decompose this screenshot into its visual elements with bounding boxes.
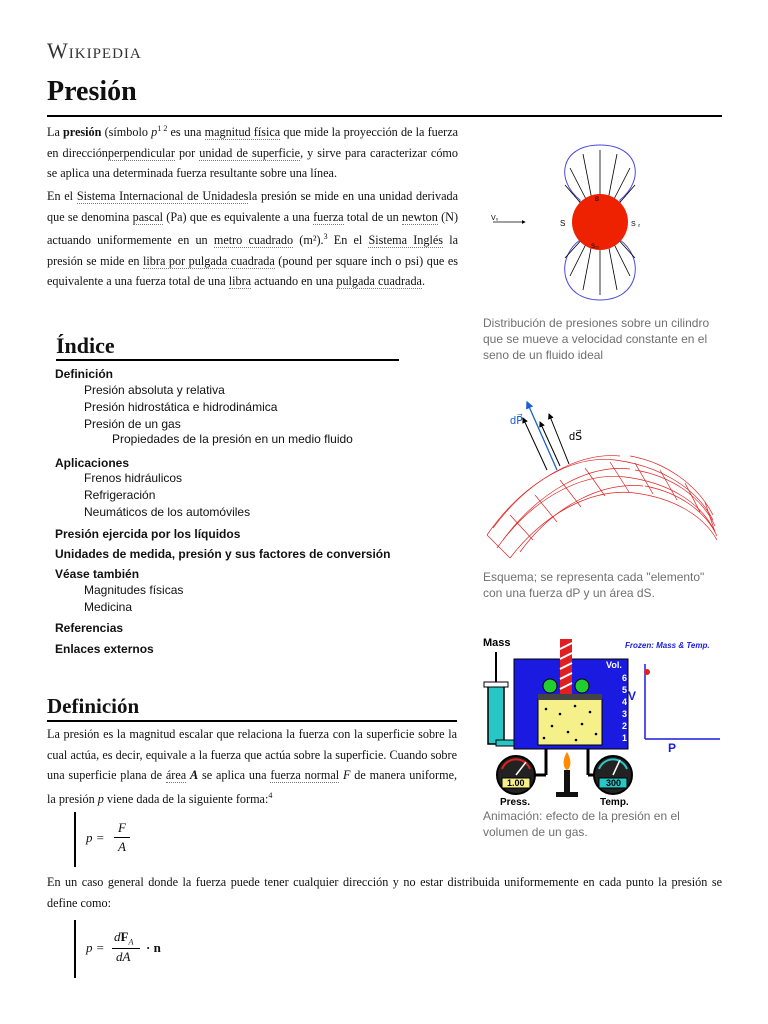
label-v0: V₀ <box>491 215 499 222</box>
scale-5: 5 <box>622 685 628 695</box>
text: (pound per square inch o psi) que es equivalente a una fuerza total de una <box>47 253 459 289</box>
wikipedia-logo[interactable]: Wikipedia <box>47 38 142 63</box>
text: (N) actuando uniformemente en un <box>47 209 459 248</box>
scale-4: 4 <box>622 697 628 707</box>
formula-rhs: · n <box>146 940 161 955</box>
math-symbol: A <box>190 768 199 782</box>
label-s1: S <box>560 219 566 228</box>
subscript: A <box>128 937 134 947</box>
formula-lhs: p = <box>86 830 105 845</box>
toc-item-enlaces[interactable]: Enlaces externos <box>55 642 154 656</box>
link-sistema-internacional[interactable]: Sistema Internacional de Unidades <box>76 189 249 203</box>
link-libra-por-pulgada[interactable]: libra por pulgada cuadrada <box>143 253 275 268</box>
toc-item-frenos[interactable]: Frenos hidráulicos <box>84 471 183 485</box>
text: viene dada de la siguiente forma: <box>103 791 269 806</box>
toc-item-presion-hidrostatica[interactable]: Presión hidrostática e hidrodinámica <box>84 400 278 414</box>
link-newton[interactable]: newton <box>401 209 438 224</box>
text: se aplica una <box>198 768 271 782</box>
text: la presión se mide en <box>47 233 458 268</box>
link-pascal[interactable]: pascal <box>132 209 164 224</box>
toc-item-neumaticos[interactable]: Neumáticos de los automóviles <box>84 505 251 519</box>
label-p: P <box>668 741 677 755</box>
toc-item-unidades[interactable]: Unidades de medida, presión y sus factores de conversión <box>55 547 391 561</box>
title-rule <box>47 115 722 117</box>
figure-2-caption: Esquema; se representa cada "elemento" con una fuerza dP y un área dS. <box>483 570 705 600</box>
definicion-paragraph-1 <box>47 724 457 809</box>
text: actuando en una <box>251 274 337 289</box>
temp-value: 300 <box>606 778 622 788</box>
syringe-cap <box>484 682 508 687</box>
burner-flame <box>564 752 571 770</box>
text: total de un <box>343 209 402 224</box>
label-s3: S₁₁ <box>591 244 600 250</box>
toc-item-medicina[interactable]: Medicina <box>84 600 133 614</box>
bold-term: presión <box>63 125 102 140</box>
link-area[interactable]: área <box>165 768 187 782</box>
text: La <box>47 125 64 140</box>
formula-denominator: A <box>118 839 126 854</box>
label-v: V <box>628 689 637 703</box>
text: (Pa) que es equivalente a una <box>163 209 314 224</box>
piston <box>538 694 602 700</box>
toc-title: Índice <box>56 333 115 358</box>
formula-lhs: p = <box>86 940 105 955</box>
label-b: B <box>595 197 600 203</box>
toc-item-refrigeracion[interactable]: Refrigeración <box>84 488 156 502</box>
reference-link[interactable]: 4 <box>268 790 273 800</box>
scale-6: 6 <box>622 673 628 683</box>
text: . <box>421 274 425 289</box>
burner-base <box>556 792 578 797</box>
scale-1: 1 <box>622 733 628 743</box>
formula-1 <box>74 812 156 867</box>
toc-item-definicion[interactable]: Definición <box>55 367 114 381</box>
label-temp: Temp. <box>600 797 629 808</box>
text: la presión se mide en una unidad derivada que se denomina <box>47 189 458 224</box>
text: por <box>174 145 200 160</box>
math-symbol: p <box>97 791 104 806</box>
toc-item-aplicaciones[interactable]: Aplicaciones <box>55 456 130 470</box>
link-pulgada-cuadrada[interactable]: pulgada cuadrada <box>336 274 422 289</box>
figure-3-caption: Animación: efecto de la presión en el volumen de un gas. <box>483 809 680 839</box>
intro-paragraph-1 <box>47 119 458 184</box>
link-fuerza[interactable]: fuerza <box>313 209 344 224</box>
label-press: Press. <box>500 797 531 808</box>
text: es una <box>167 125 205 140</box>
figure-surface-element <box>485 400 720 565</box>
link-libra[interactable]: libra <box>228 274 252 289</box>
gas-chamber <box>538 699 602 745</box>
label-ds: dS⃗ <box>569 431 583 443</box>
toc-item-liquidos[interactable]: Presión ejercida por los líquidos <box>55 527 241 541</box>
text: que mide la proyección de la fuerza en dirección <box>47 125 459 160</box>
intro-paragraph-2 <box>47 186 458 292</box>
normal-arrow <box>549 414 569 464</box>
burner <box>564 770 570 792</box>
math-symbol: F <box>342 768 351 782</box>
link-sistema-ingles[interactable]: Sistema Inglés <box>368 233 444 248</box>
section-rule <box>47 720 457 722</box>
toc-item-magnitudes[interactable]: Magnitudes físicas <box>84 583 184 597</box>
label-vol: Vol. <box>606 660 622 670</box>
figure-gas-piston <box>480 634 724 808</box>
text: En el <box>327 233 369 248</box>
fraction-bar <box>114 837 130 838</box>
toc-item-propiedades[interactable]: Propiedades de la presión en un medio fluido <box>112 432 353 446</box>
normal-arrow <box>523 418 547 470</box>
formula-denominator: dA <box>116 949 131 964</box>
link-metro-cuadrado[interactable]: metro cuadrado <box>213 233 294 248</box>
formula-numerator: $dF_A$ <box>114 929 134 947</box>
reference-link[interactable]: 1 2 <box>157 124 168 133</box>
section-heading-definicion: Definición <box>47 694 140 718</box>
mass-syringe <box>488 686 504 744</box>
formula-2 <box>74 920 196 978</box>
text: (m²). <box>293 233 324 248</box>
cylinder-circle <box>572 194 628 250</box>
text: En el <box>47 189 77 203</box>
text: de manera uniforme, la presión <box>47 768 458 806</box>
text: , y sirve para caracterizar cómo se aplica una determinada fuerza resultante sobre una línea. <box>47 145 458 181</box>
link-fuerza-normal[interactable]: fuerza normal <box>270 768 340 782</box>
surface-mesh <box>487 456 717 558</box>
figure-1-caption: Distribución de presiones sobre un cilindro que se mueve a velocidad constante en el seno de un fluido ideal <box>483 316 710 362</box>
toc-item-presion-gas[interactable]: Presión de un gas <box>84 417 181 431</box>
symbol: p <box>151 125 158 140</box>
area-arrow-ds <box>540 422 560 466</box>
scale-2: 2 <box>622 721 628 731</box>
scale-3: 3 <box>622 709 628 719</box>
toc-item-vease[interactable]: Véase también <box>55 567 140 581</box>
label-frozen: Frozen: Mass & Temp. <box>625 641 710 650</box>
link-unidad-de-superficie[interactable]: unidad de superficie <box>199 145 301 160</box>
pv-point <box>644 669 650 675</box>
weight-left <box>543 679 557 693</box>
link-perpendicular[interactable]: perpendicular <box>107 145 175 160</box>
label-dp: dP⃗ <box>510 415 523 427</box>
link-magnitud-fisica[interactable]: magnitud física <box>204 125 281 140</box>
text: La presión es la magnitud escalar que relaciona la fuerza con la superficie sobre la cual actúa, es decir, equivale a la fuerza que actúa sobre la superficie. Cuando sobre una superficie plana de <box>47 727 457 782</box>
toc-item-presion-absoluta[interactable]: Presión absoluta y relativa <box>84 383 225 397</box>
toc-item-referencias[interactable]: Referencias <box>55 621 124 635</box>
figure-cylinder-pressure <box>485 140 655 305</box>
reference-link[interactable]: 3 <box>323 232 328 241</box>
toc-rule <box>56 359 399 361</box>
formula-numerator: F <box>118 820 126 835</box>
text: (símbolo <box>101 125 152 140</box>
weight-right <box>575 679 589 693</box>
definicion-paragraph-2: En un caso general donde la fuerza puede tener cualquier dirección y no estar distribuida uniformemente en cada punto la presión se define como: <box>47 875 722 910</box>
page-title: Presión <box>47 76 137 107</box>
label-s2: S ₂ <box>631 221 641 228</box>
label-mass: Mass <box>483 637 511 649</box>
pressure-value: 1.00 <box>507 778 525 788</box>
